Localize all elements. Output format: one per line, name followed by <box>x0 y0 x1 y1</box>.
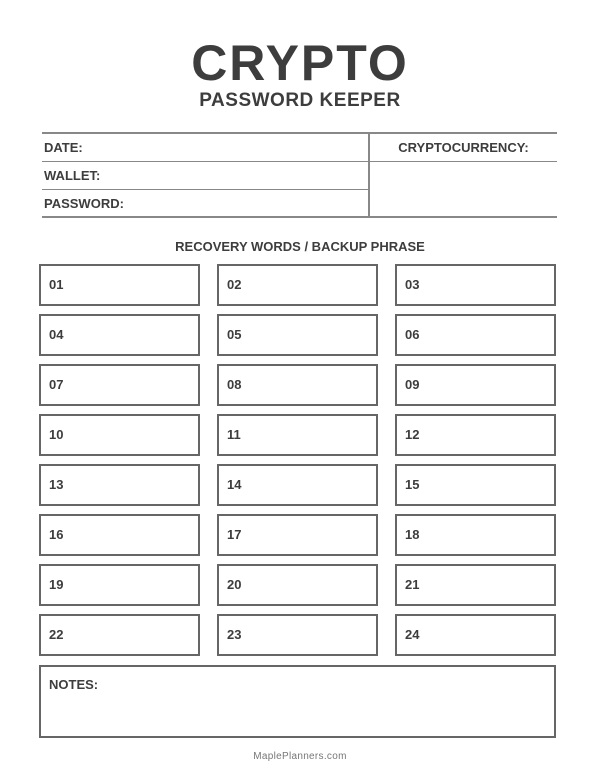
recovery-word-box[interactable] <box>217 414 378 456</box>
recovery-word-number: 09 <box>405 377 420 392</box>
recovery-word-box[interactable] <box>395 414 556 456</box>
wallet-label: WALLET: <box>44 168 101 183</box>
cryptocurrency-label: CRYPTOCURRENCY: <box>370 134 557 162</box>
footer-credit: MaplePlanners.com <box>253 751 347 762</box>
cryptocurrency-field[interactable] <box>370 134 557 216</box>
info-table <box>42 132 557 218</box>
page-subtitle: PASSWORD KEEPER <box>199 90 401 111</box>
notes-label: NOTES: <box>49 677 99 692</box>
recovery-word-number: 05 <box>227 327 242 342</box>
recovery-word-number: 15 <box>405 477 420 492</box>
recovery-word-box[interactable] <box>217 314 378 356</box>
recovery-word-box[interactable] <box>395 564 556 606</box>
recovery-word-number: 23 <box>227 627 242 642</box>
recovery-words-grid <box>39 264 556 656</box>
recovery-word-box[interactable] <box>217 614 378 656</box>
recovery-word-number: 04 <box>49 327 64 342</box>
page-title: CRYPTO <box>191 35 409 91</box>
notes-box[interactable] <box>39 665 556 738</box>
recovery-word-number: 20 <box>227 577 242 592</box>
recovery-word-box[interactable] <box>39 314 200 356</box>
recovery-word-box[interactable] <box>39 364 200 406</box>
recovery-word-number: 24 <box>405 627 420 642</box>
recovery-word-box[interactable] <box>217 464 378 506</box>
recovery-word-number: 07 <box>49 377 64 392</box>
recovery-word-box[interactable] <box>39 614 200 656</box>
recovery-word-number: 02 <box>227 277 242 292</box>
recovery-word-number: 21 <box>405 577 420 592</box>
recovery-word-box[interactable] <box>395 614 556 656</box>
recovery-word-box[interactable] <box>39 414 200 456</box>
recovery-word-box[interactable] <box>39 564 200 606</box>
recovery-word-number: 22 <box>49 627 64 642</box>
recovery-word-number: 03 <box>405 277 420 292</box>
recovery-word-box[interactable] <box>217 564 378 606</box>
password-label: PASSWORD: <box>44 196 124 211</box>
recovery-word-number: 10 <box>49 427 64 442</box>
recovery-word-number: 19 <box>49 577 64 592</box>
recovery-word-box[interactable] <box>39 264 200 306</box>
password-field[interactable] <box>42 190 368 218</box>
recovery-word-number: 18 <box>405 527 420 542</box>
recovery-word-number: 06 <box>405 327 420 342</box>
recovery-word-number: 08 <box>227 377 242 392</box>
wallet-field[interactable] <box>42 162 368 190</box>
recovery-word-number: 12 <box>405 427 420 442</box>
recovery-word-number: 01 <box>49 277 64 292</box>
date-label: DATE: <box>44 140 83 155</box>
recovery-word-box[interactable] <box>395 264 556 306</box>
recovery-word-number: 14 <box>227 477 242 492</box>
recovery-word-box[interactable] <box>217 514 378 556</box>
recovery-word-number: 11 <box>227 427 241 442</box>
recovery-word-box[interactable] <box>395 514 556 556</box>
recovery-word-number: 13 <box>49 477 64 492</box>
recovery-section-title: RECOVERY WORDS / BACKUP PHRASE <box>175 239 425 254</box>
recovery-word-number: 17 <box>227 527 242 542</box>
date-field[interactable] <box>42 134 368 162</box>
recovery-word-box[interactable] <box>395 464 556 506</box>
recovery-word-box[interactable] <box>395 364 556 406</box>
info-left-column <box>42 134 368 216</box>
recovery-word-number: 16 <box>49 527 64 542</box>
recovery-word-box[interactable] <box>39 464 200 506</box>
recovery-word-box[interactable] <box>39 514 200 556</box>
recovery-word-box[interactable] <box>395 314 556 356</box>
recovery-word-box[interactable] <box>217 264 378 306</box>
recovery-word-box[interactable] <box>217 364 378 406</box>
